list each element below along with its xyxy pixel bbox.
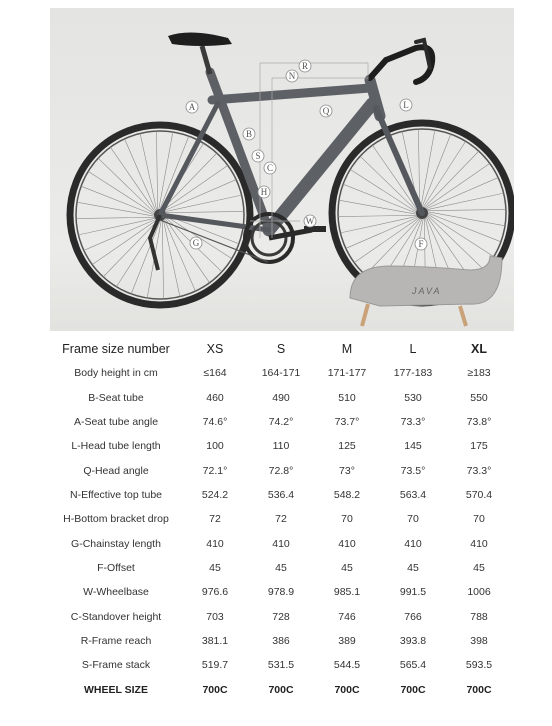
row-value: 45 (275, 561, 287, 574)
row-value: 410 (272, 537, 290, 550)
row-value: 73.3° (466, 464, 492, 477)
row-value: 72 (275, 513, 287, 526)
table-row (50, 361, 512, 385)
row-value: 530 (404, 391, 422, 404)
row-value: 1006 (467, 586, 491, 599)
bike-geometry-photo (50, 8, 514, 331)
dimension-label: L (403, 100, 409, 110)
row-value: 386 (272, 634, 290, 647)
table-row (50, 604, 512, 628)
row-label: WHEEL SIZE (84, 683, 148, 696)
row-value: 70 (473, 513, 485, 526)
row-value: 110 (272, 440, 290, 453)
row-value: 45 (209, 561, 221, 574)
row-value: 978.9 (267, 586, 295, 599)
row-value: 70 (341, 513, 353, 526)
table-row (50, 677, 512, 701)
row-value: 510 (338, 391, 356, 404)
header-label: Frame size number (62, 342, 170, 356)
row-label: L-Head tube length (71, 440, 161, 453)
dimension-label: F (418, 239, 424, 249)
row-value: 164-171 (261, 367, 301, 380)
row-value: 519.7 (201, 659, 229, 672)
row-value: 393.8 (399, 634, 427, 647)
row-value: 74.2° (268, 415, 294, 428)
row-value: 548.2 (333, 488, 361, 501)
row-value: 171-177 (327, 367, 367, 380)
dimension-label: H (260, 187, 268, 197)
row-value: 73.7° (334, 415, 360, 428)
row-value: ≤164 (203, 367, 227, 380)
row-value: ≥183 (467, 367, 491, 380)
row-value: 746 (338, 610, 356, 623)
row-value: 728 (272, 610, 290, 623)
row-value: 410 (338, 537, 356, 550)
size-xs: XS (206, 342, 224, 356)
row-value: 175 (470, 440, 488, 453)
table-row (50, 653, 512, 677)
row-value: 700C (400, 683, 426, 696)
table-row (50, 507, 512, 531)
row-value: 72 (209, 513, 221, 526)
row-value: 700C (268, 683, 294, 696)
dimension-label: C (266, 163, 274, 173)
row-value: 398 (470, 634, 488, 647)
table-row (50, 531, 512, 555)
row-label: Q-Head angle (83, 464, 149, 477)
size-m: M (341, 342, 353, 356)
row-value: 100 (206, 440, 224, 453)
table-row (50, 410, 512, 434)
row-label: B-Seat tube (88, 391, 144, 404)
row-value: 490 (272, 391, 290, 404)
table-row (50, 580, 512, 604)
row-value: 991.5 (399, 586, 427, 599)
table-row (50, 629, 512, 653)
row-value: 976.6 (201, 586, 229, 599)
row-value: 700C (334, 683, 360, 696)
row-label: Body height in cm (74, 367, 158, 380)
row-label: N-Effective top tube (69, 488, 163, 501)
row-value: 703 (206, 610, 224, 623)
table-row (50, 458, 512, 482)
row-value: 985.1 (333, 586, 361, 599)
row-value: 570.4 (465, 488, 493, 501)
row-value: 73.8° (466, 415, 492, 428)
size-l: L (409, 342, 417, 356)
row-label: C-Standover height (70, 610, 162, 623)
size-s: S (276, 342, 286, 356)
dimension-label: B (245, 129, 253, 139)
row-value: 788 (470, 610, 488, 623)
row-label: W-Wheelbase (83, 586, 149, 599)
size-xl: XL (471, 342, 487, 356)
dimension-label: R (301, 61, 309, 71)
row-value: 72.8° (268, 464, 294, 477)
dimension-label: G (192, 238, 200, 248)
row-value: 70 (407, 513, 419, 526)
dimension-label: A (188, 102, 196, 112)
row-value: 73.3° (400, 415, 426, 428)
dimension-label: N (288, 71, 296, 81)
row-value: 410 (206, 537, 224, 550)
table-row (50, 483, 512, 507)
bike-illustration (50, 8, 514, 331)
row-value: 45 (473, 561, 485, 574)
row-value: 550 (470, 391, 488, 404)
row-value: 524.2 (201, 488, 229, 501)
row-value: 145 (404, 440, 422, 453)
row-label: R-Frame reach (80, 634, 152, 647)
table-header-row (50, 337, 512, 361)
row-value: 531.5 (267, 659, 295, 672)
frame-size-table (50, 337, 512, 702)
row-value: 381.1 (201, 634, 229, 647)
table-row (50, 434, 512, 458)
row-value: 45 (407, 561, 419, 574)
row-value: 565.4 (399, 659, 427, 672)
row-label: S-Frame stack (81, 659, 151, 672)
stand-brand: JAVA (412, 286, 442, 296)
row-value: 73° (339, 464, 355, 477)
row-value: 700C (466, 683, 492, 696)
dimension-label: W (305, 216, 315, 226)
table-row (50, 556, 512, 580)
row-value: 45 (341, 561, 353, 574)
row-value: 766 (404, 610, 422, 623)
row-value: 73.5° (400, 464, 426, 477)
row-value: 700C (202, 683, 228, 696)
row-value: 410 (404, 537, 422, 550)
row-value: 563.4 (399, 488, 427, 501)
row-label: F-Offset (97, 561, 135, 574)
row-value: 74.6° (202, 415, 228, 428)
row-value: 177-183 (393, 367, 433, 380)
row-value: 72.1° (202, 464, 228, 477)
row-value: 593.5 (465, 659, 493, 672)
table-row (50, 385, 512, 409)
row-value: 536.4 (267, 488, 295, 501)
row-label: H-Bottom bracket drop (63, 513, 169, 526)
row-value: 460 (206, 391, 224, 404)
row-value: 410 (470, 537, 488, 550)
dimension-label: Q (322, 106, 330, 116)
row-label: A-Seat tube angle (73, 415, 159, 428)
row-value: 389 (338, 634, 356, 647)
row-value: 125 (338, 440, 356, 453)
row-label: G-Chainstay length (71, 537, 161, 550)
dimension-label: S (255, 151, 261, 161)
row-value: 544.5 (333, 659, 361, 672)
